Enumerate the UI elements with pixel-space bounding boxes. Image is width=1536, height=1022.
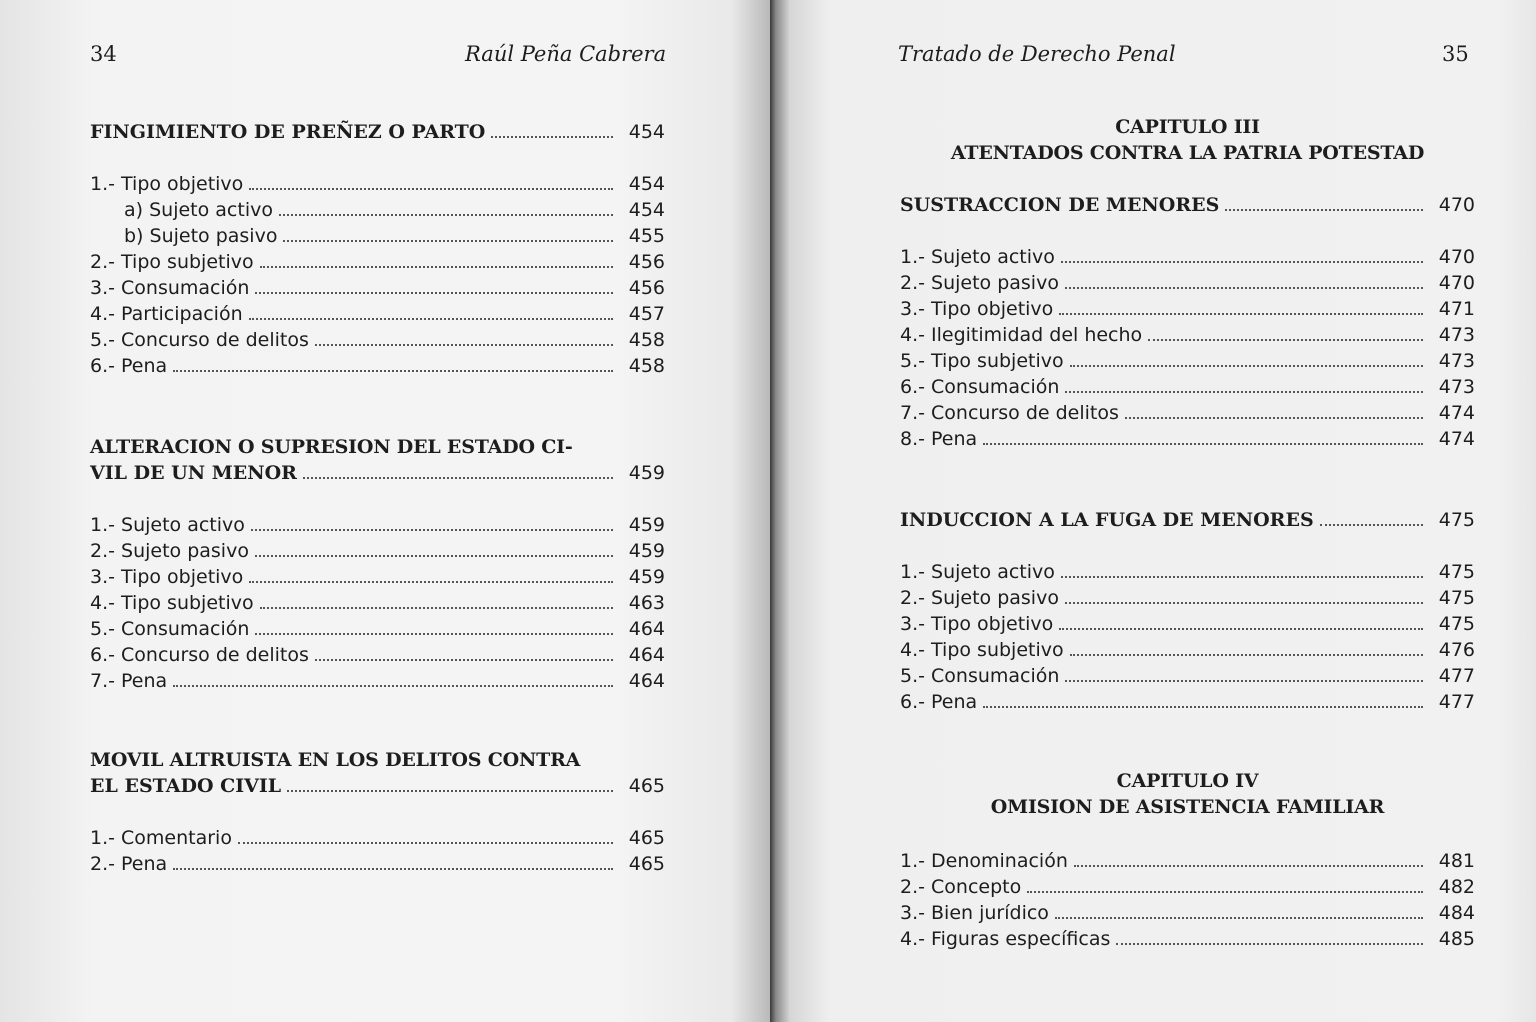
dot-leader: [1125, 417, 1423, 419]
toc-entry: [900, 322, 1475, 348]
entry-label: 1.- Denominación: [900, 850, 1068, 872]
toc-section: [90, 747, 665, 877]
dot-leader: [491, 136, 613, 138]
page-number: 34: [90, 42, 117, 66]
entry-label: 1.- Tipo objetivo: [90, 173, 244, 195]
section-heading: [900, 192, 1475, 218]
heading-page: 454: [628, 121, 665, 143]
dot-leader: [238, 842, 613, 844]
chapter-heading: [900, 114, 1475, 166]
entry-page: 457: [628, 303, 665, 325]
entry-page: 477: [1438, 691, 1475, 713]
entry-label: 4.- Tipo subjetivo: [90, 592, 254, 614]
entry-page: 471: [1438, 298, 1475, 320]
dot-leader: [249, 318, 613, 320]
toc-entry: [90, 642, 665, 668]
entry-label: 6.- Pena: [90, 355, 168, 377]
entry-label: 3.- Tipo objetivo: [900, 613, 1054, 635]
entry-label: 1.- Sujeto activo: [900, 561, 1055, 583]
toc-entry: [900, 270, 1475, 296]
entry-label: 3.- Tipo objetivo: [900, 298, 1054, 320]
running-head: Tratado de Derecho Penal: [898, 42, 1176, 66]
entry-page: 455: [628, 225, 665, 247]
dot-leader: [249, 581, 613, 583]
dot-leader: [287, 790, 613, 792]
dot-leader: [249, 188, 613, 190]
dot-leader: [279, 214, 613, 216]
entry-page: 475: [1438, 613, 1475, 635]
entry-page: 458: [628, 355, 665, 377]
entry-page: 473: [1438, 376, 1475, 398]
heading-text: EL ESTADO CIVIL: [90, 775, 282, 797]
entry-label: 2.- Sujeto pasivo: [900, 272, 1059, 294]
heading-text: SUSTRACCION DE MENORES: [900, 194, 1220, 216]
entry-page: 474: [1438, 428, 1475, 450]
toc-entry: [900, 348, 1475, 374]
dot-leader: [1070, 654, 1423, 656]
toc-entry: [90, 616, 665, 642]
toc-entry: [900, 611, 1475, 637]
heading-text: FINGIMIENTO DE PREÑEZ O PARTO: [90, 121, 486, 143]
dot-leader: [251, 529, 613, 531]
entry-label: 2.- Pena: [90, 853, 168, 875]
toc-entry: [90, 590, 665, 616]
toc-entry: [900, 663, 1475, 689]
toc-entry: [90, 825, 665, 851]
entry-page: 482: [1438, 876, 1475, 898]
entry-page: 463: [628, 592, 665, 614]
toc-entry: [900, 374, 1475, 400]
entry-page: 476: [1438, 639, 1475, 661]
dot-leader: [1061, 576, 1423, 578]
dot-leader: [1065, 287, 1423, 289]
chapter-heading: [900, 768, 1475, 820]
entry-label: 1.- Comentario: [90, 827, 232, 849]
entry-label: 8.- Pena: [900, 428, 978, 450]
dot-leader: [255, 555, 613, 557]
entry-label: 3.- Consumación: [90, 277, 250, 299]
dot-leader: [1070, 365, 1423, 367]
dot-leader: [1225, 209, 1423, 211]
heading-text: VIL DE UN MENOR: [90, 462, 297, 484]
dot-leader: [1059, 628, 1423, 630]
entry-label: 4.- Tipo subjetivo: [900, 639, 1064, 661]
entry-label: 3.- Tipo objetivo: [90, 566, 244, 588]
entry-label: a) Sujeto activo: [124, 199, 273, 221]
entry-label: 2.- Concepto: [900, 876, 1022, 898]
entry-page: 464: [628, 618, 665, 640]
entry-page: 475: [1438, 587, 1475, 609]
dot-leader: [1061, 261, 1423, 263]
entry-label: 5.- Tipo subjetivo: [900, 350, 1064, 372]
toc-entry: [90, 353, 665, 379]
entry-page: 459: [628, 566, 665, 588]
entry-label: 6.- Consumación: [900, 376, 1060, 398]
toc-entry: [900, 874, 1475, 900]
entry-page: 465: [628, 853, 665, 875]
entry-label: 4.- Ilegitimidad del hecho: [900, 324, 1143, 346]
entry-label: 5.- Concurso de delitos: [90, 329, 309, 351]
dot-leader: [1027, 891, 1423, 893]
toc-entry: [90, 197, 665, 223]
heading-page: 470: [1438, 194, 1475, 216]
toc-entry: [90, 223, 665, 249]
entry-label: 2.- Sujeto pasivo: [900, 587, 1059, 609]
entry-page: 456: [628, 277, 665, 299]
section-heading: [90, 119, 665, 145]
page-number: 35: [1442, 42, 1469, 66]
entry-page: 465: [628, 827, 665, 849]
chapter-label: CAPITULO IV: [1116, 770, 1259, 792]
heading-page: 465: [628, 775, 665, 797]
section-heading: ALTERACION O SUPRESION DEL ESTADO CI-: [90, 436, 573, 458]
dot-leader: [260, 607, 613, 609]
entry-label: b) Sujeto pasivo: [124, 225, 278, 247]
entry-page: 473: [1438, 350, 1475, 372]
section-heading: [900, 507, 1475, 533]
dot-leader: [1059, 313, 1423, 315]
entry-label: 5.- Consumación: [90, 618, 250, 640]
toc-entry: [90, 171, 665, 197]
entry-page: 485: [1438, 928, 1475, 950]
section-heading: MOVIL ALTRUISTA EN LOS DELITOS CONTRA: [90, 749, 581, 771]
toc-section: [90, 434, 665, 694]
toc-entry: [900, 559, 1475, 585]
dot-leader: [315, 659, 613, 661]
entry-page: 473: [1438, 324, 1475, 346]
entry-page: 484: [1438, 902, 1475, 924]
toc-entry: [90, 275, 665, 301]
toc-entry: [90, 851, 665, 877]
entry-page: 475: [1438, 561, 1475, 583]
entry-label: 1.- Sujeto activo: [900, 246, 1055, 268]
section-heading-line2: [90, 460, 665, 486]
dot-leader: [173, 868, 613, 870]
dot-leader: [173, 370, 613, 372]
dot-leader: [1055, 917, 1423, 919]
entry-page: 474: [1438, 402, 1475, 424]
entry-page: 454: [628, 199, 665, 221]
entry-page: 456: [628, 251, 665, 273]
toc-entry: [90, 668, 665, 694]
toc-entry: [900, 426, 1475, 452]
entry-page: 470: [1438, 246, 1475, 268]
toc-entry: [90, 564, 665, 590]
dot-leader: [260, 266, 613, 268]
toc-entry: [90, 327, 665, 353]
entry-page: 459: [628, 514, 665, 536]
entry-label: 4.- Figuras específicas: [900, 928, 1111, 950]
toc-entry: [900, 900, 1475, 926]
toc-section: [900, 192, 1475, 452]
entry-label: 5.- Consumación: [900, 665, 1060, 687]
dot-leader: [1148, 339, 1423, 341]
dot-leader: [1074, 865, 1423, 867]
entry-page: 477: [1438, 665, 1475, 687]
dot-leader: [315, 344, 613, 346]
toc-entry: [900, 848, 1475, 874]
entry-page: 464: [628, 644, 665, 666]
entry-page: 470: [1438, 272, 1475, 294]
toc-entry: [900, 585, 1475, 611]
toc-section: [90, 119, 665, 379]
dot-leader: [1065, 391, 1423, 393]
entry-label: 7.- Pena: [90, 670, 168, 692]
toc-entry: [90, 512, 665, 538]
entry-label: 1.- Sujeto activo: [90, 514, 245, 536]
dot-leader: [1065, 680, 1423, 682]
dot-leader: [1065, 602, 1423, 604]
dot-leader: [303, 477, 613, 479]
toc-entry: [900, 689, 1475, 715]
entry-label: 2.- Tipo subjetivo: [90, 251, 254, 273]
toc-section: [900, 848, 1475, 952]
toc-entry: [900, 637, 1475, 663]
dot-leader: [1320, 524, 1423, 526]
chapter-title: ATENTADOS CONTRA LA PATRIA POTESTAD: [950, 142, 1425, 164]
entry-label: 6.- Concurso de delitos: [90, 644, 309, 666]
entry-label: 4.- Participación: [90, 303, 243, 325]
section-heading-line2: [90, 773, 665, 799]
entry-page: 458: [628, 329, 665, 351]
dot-leader: [255, 633, 613, 635]
toc-entry: [90, 538, 665, 564]
heading-page: 475: [1438, 509, 1475, 531]
entry-page: 481: [1438, 850, 1475, 872]
heading-text: INDUCCION A LA FUGA DE MENORES: [900, 509, 1314, 531]
chapter-label: CAPITULO III: [1115, 116, 1260, 138]
running-head: Raúl Peña Cabrera: [465, 42, 667, 66]
toc-entry: [90, 301, 665, 327]
toc-entry: [900, 926, 1475, 952]
dot-leader: [1116, 943, 1423, 945]
toc-section: [900, 507, 1475, 715]
dot-leader: [173, 685, 613, 687]
toc-entry: [900, 296, 1475, 322]
entry-label: 6.- Pena: [900, 691, 978, 713]
heading-page: 459: [628, 462, 665, 484]
dot-leader: [283, 240, 613, 242]
dot-leader: [983, 706, 1423, 708]
toc-entry: [900, 400, 1475, 426]
entry-label: 2.- Sujeto pasivo: [90, 540, 249, 562]
entry-page: 459: [628, 540, 665, 562]
entry-page: 454: [628, 173, 665, 195]
toc-entry: [900, 244, 1475, 270]
right-page: [770, 0, 1536, 1022]
chapter-title: OMISION DE ASISTENCIA FAMILIAR: [990, 796, 1385, 818]
toc-entry: [90, 249, 665, 275]
dot-leader: [255, 292, 613, 294]
entry-label: 7.- Concurso de delitos: [900, 402, 1119, 424]
entry-page: 464: [628, 670, 665, 692]
dot-leader: [983, 443, 1423, 445]
entry-label: 3.- Bien jurídico: [900, 902, 1049, 924]
